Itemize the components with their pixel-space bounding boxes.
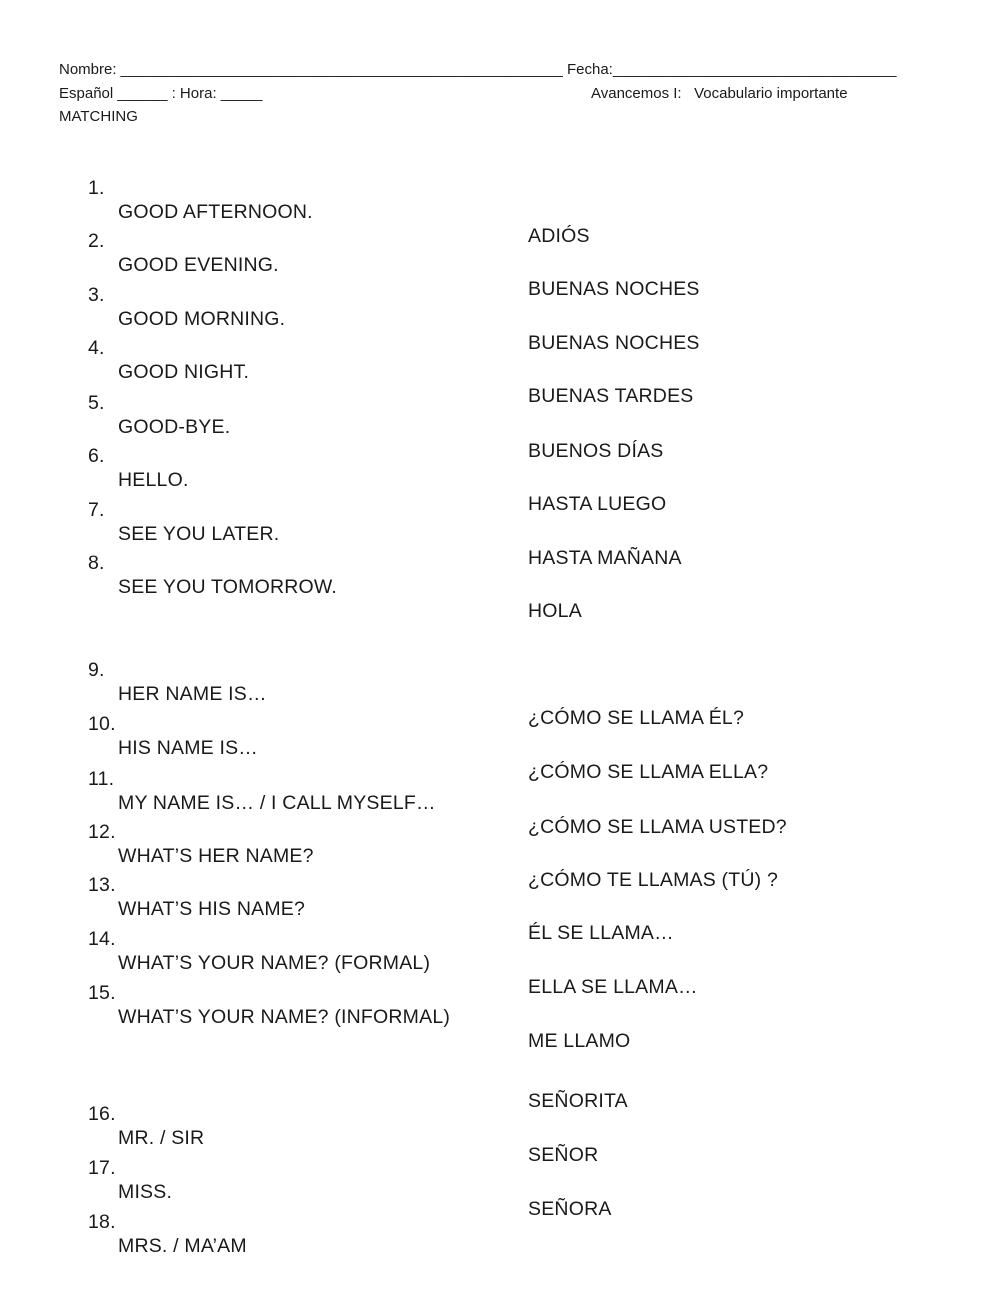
- spanish-phrase: BUENAS NOCHES: [528, 278, 700, 300]
- english-phrase: MY NAME IS… / I CALL MYSELF…: [118, 792, 436, 814]
- english-phrase: GOOD AFTERNOON.: [118, 201, 313, 223]
- class-hour-line: Español ______ : Hora: _____: [59, 85, 263, 102]
- item-number: 6.: [88, 445, 105, 467]
- item-number: 18.: [88, 1211, 116, 1233]
- spanish-phrase: ¿CÓMO SE LLAMA USTED?: [528, 816, 787, 838]
- spanish-phrase: ELLA SE LLAMA…: [528, 976, 698, 998]
- item-number: 14.: [88, 928, 116, 950]
- spanish-phrase: SEÑORITA: [528, 1090, 628, 1112]
- english-phrase: HIS NAME IS…: [118, 737, 259, 759]
- english-phrase: GOOD NIGHT.: [118, 361, 250, 383]
- item-number: 8.: [88, 552, 105, 574]
- item-number: 2.: [88, 230, 105, 252]
- spanish-phrase: ADIÓS: [528, 225, 590, 247]
- item-number: 9.: [88, 659, 105, 681]
- english-phrase: MRS. / MA’AM: [118, 1235, 247, 1257]
- item-number: 3.: [88, 284, 105, 306]
- spanish-phrase: ÉL SE LLAMA…: [528, 922, 674, 944]
- course-title: Avancemos I: Vocabulario importante: [591, 85, 848, 102]
- english-phrase: WHAT’S HIS NAME?: [118, 898, 306, 920]
- item-number: 15.: [88, 982, 116, 1004]
- spanish-phrase: BUENAS NOCHES: [528, 332, 700, 354]
- english-phrase: HELLO.: [118, 469, 189, 491]
- spanish-phrase: BUENAS TARDES: [528, 385, 694, 407]
- spanish-phrase: SEÑORA: [528, 1198, 612, 1220]
- item-number: 5.: [88, 392, 105, 414]
- item-number: 11.: [88, 768, 115, 790]
- spanish-phrase: ¿CÓMO SE LLAMA ELLA?: [528, 761, 769, 783]
- item-number: 10.: [88, 713, 116, 735]
- spanish-phrase: HASTA MAÑANA: [528, 547, 682, 569]
- spanish-phrase: HASTA LUEGO: [528, 493, 667, 515]
- english-phrase: WHAT’S HER NAME?: [118, 845, 314, 867]
- name-date-line: Nombre: _____________________________________________________ Fecha:__________________________________: [59, 61, 897, 78]
- english-phrase: SEE YOU LATER.: [118, 523, 280, 545]
- spanish-phrase: SEÑOR: [528, 1144, 599, 1166]
- english-phrase: GOOD EVENING.: [118, 254, 279, 276]
- english-phrase: SEE YOU TOMORROW.: [118, 576, 338, 598]
- item-number: 1.: [88, 177, 105, 199]
- section-label: MATCHING: [59, 108, 138, 125]
- english-phrase: GOOD-BYE.: [118, 416, 231, 438]
- spanish-phrase: ¿CÓMO SE LLAMA ÉL?: [528, 707, 745, 729]
- item-number: 4.: [88, 337, 105, 359]
- item-number: 17.: [88, 1157, 116, 1179]
- spanish-phrase: HOLA: [528, 600, 582, 622]
- english-phrase: HER NAME IS…: [118, 683, 267, 705]
- english-phrase: MR. / SIR: [118, 1127, 205, 1149]
- english-phrase: MISS.: [118, 1181, 173, 1203]
- item-number: 13.: [88, 874, 116, 896]
- spanish-phrase: ME LLAMO: [528, 1030, 631, 1052]
- item-number: 16.: [88, 1103, 116, 1125]
- spanish-phrase: BUENOS DÍAS: [528, 440, 664, 462]
- english-phrase: WHAT’S YOUR NAME? (FORMAL): [118, 952, 431, 974]
- english-phrase: GOOD MORNING.: [118, 308, 286, 330]
- spanish-phrase: ¿CÓMO TE LLAMAS (TÚ) ?: [528, 869, 778, 891]
- english-phrase: WHAT’S YOUR NAME? (INFORMAL): [118, 1006, 451, 1028]
- item-number: 7.: [88, 499, 105, 521]
- item-number: 12.: [88, 821, 116, 843]
